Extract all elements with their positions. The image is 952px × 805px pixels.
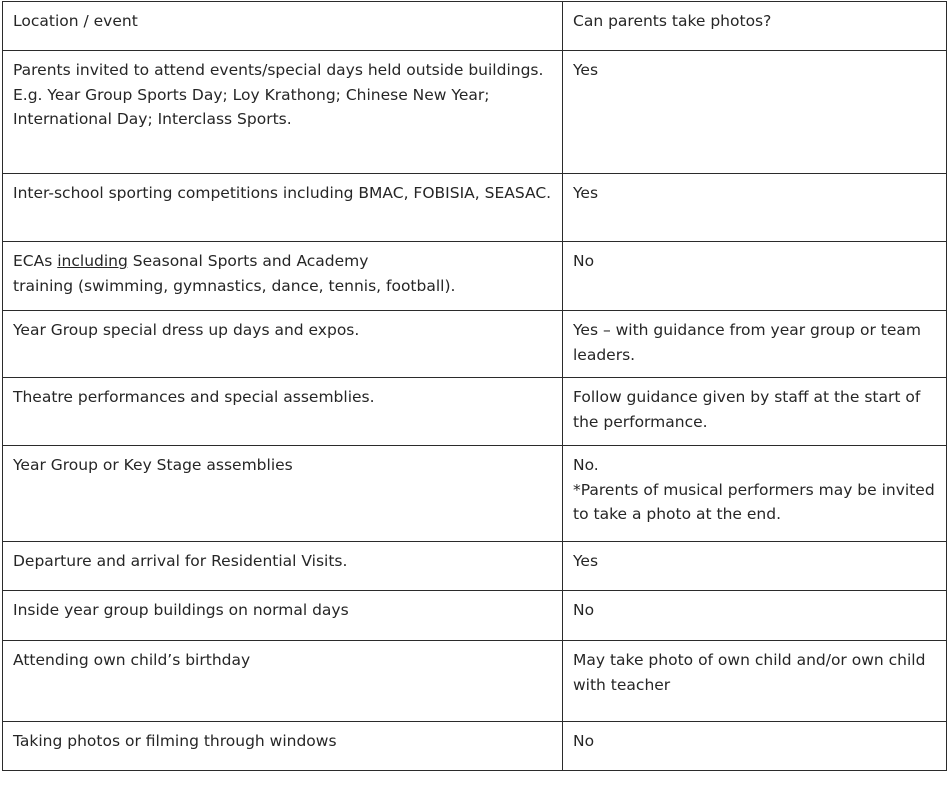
row-answer: Yes bbox=[563, 51, 947, 174]
row-answer: No bbox=[563, 591, 947, 641]
photo-policy-table bbox=[2, 1, 947, 771]
row-answer: May take photo of own child and/or own child with teacher bbox=[563, 641, 947, 722]
table-row bbox=[3, 446, 947, 542]
table-row bbox=[3, 242, 947, 311]
row-answer: Yes – with guidance from year group or team leaders. bbox=[563, 311, 947, 378]
row-location: Parents invited to attend events/special days held outside buildings. E.g. Year Group Sports Day; Loy Krathong; Chinese New Year; International Day; Interclass Sports. bbox=[3, 51, 563, 174]
table-row bbox=[3, 378, 947, 446]
row-answer: No. *Parents of musical performers may be invited to take a photo at the end. bbox=[563, 446, 947, 542]
row-location: Theatre performances and special assemblies. bbox=[3, 378, 563, 446]
table-row bbox=[3, 722, 947, 771]
row-answer: No bbox=[563, 722, 947, 771]
row-location: Inside year group buildings on normal days bbox=[3, 591, 563, 641]
header-can-parents-take-photos: Can parents take photos? bbox=[563, 2, 947, 51]
table-row bbox=[3, 174, 947, 242]
row-location: Year Group special dress up days and expos. bbox=[3, 311, 563, 378]
table-row bbox=[3, 51, 947, 174]
row-location bbox=[3, 242, 563, 311]
header-location: Location / event bbox=[3, 2, 563, 51]
row-location: Attending own child’s birthday bbox=[3, 641, 563, 722]
location-text: ECAs bbox=[13, 252, 58, 270]
row-answer: Yes bbox=[563, 174, 947, 242]
table-row bbox=[3, 641, 947, 722]
row-answer: Yes bbox=[563, 542, 947, 591]
table-row bbox=[3, 311, 947, 378]
row-location: Taking photos or filming through windows bbox=[3, 722, 563, 771]
table-header-row bbox=[3, 2, 947, 51]
row-location: Inter-school sporting competitions including BMAC, FOBISIA, SEASAC. bbox=[3, 174, 563, 242]
row-answer: No bbox=[563, 242, 947, 311]
location-text: Seasonal Sports and Academy training (swimming, gymnastics, dance, tennis, football). bbox=[13, 252, 456, 295]
table-row bbox=[3, 591, 947, 641]
table-row bbox=[3, 542, 947, 591]
underlined-word: including bbox=[57, 252, 128, 270]
row-location: Departure and arrival for Residential Visits. bbox=[3, 542, 563, 591]
row-answer: Follow guidance given by staff at the start of the performance. bbox=[563, 378, 947, 446]
row-location: Year Group or Key Stage assemblies bbox=[3, 446, 563, 542]
